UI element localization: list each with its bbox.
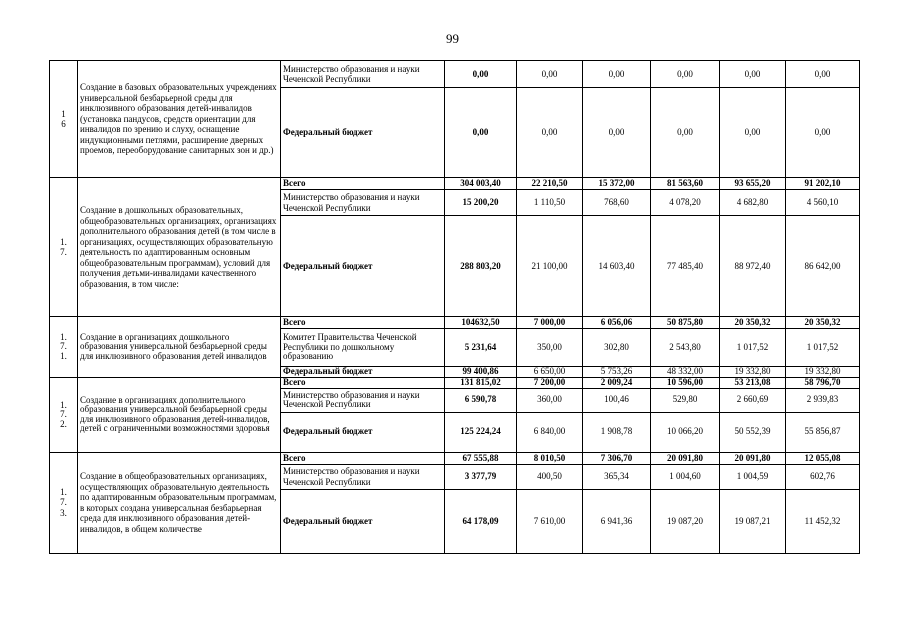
value-year: 0,00 bbox=[517, 61, 583, 88]
value-year: 7 200,00 bbox=[517, 378, 583, 389]
table-row bbox=[50, 178, 860, 190]
value-year: 1 004,60 bbox=[651, 464, 720, 489]
budget-table bbox=[49, 60, 860, 554]
value-year: 11 452,32 bbox=[786, 489, 860, 553]
value-year: 19 087,21 bbox=[720, 489, 786, 553]
funding-source: Министерство образования и науки Чеченской Республики bbox=[281, 464, 445, 489]
value-total: 131 815,02 bbox=[445, 378, 517, 389]
value-year: 1 017,52 bbox=[720, 329, 786, 367]
value-year: 7 000,00 bbox=[517, 317, 583, 329]
value-year: 2 939,83 bbox=[786, 388, 860, 412]
funding-source: Федеральный бюджет bbox=[281, 88, 445, 178]
value-year: 50 875,80 bbox=[651, 317, 720, 329]
value-year: 0,00 bbox=[786, 88, 860, 178]
value-year: 0,00 bbox=[651, 61, 720, 88]
table-row bbox=[50, 61, 860, 88]
value-year: 0,00 bbox=[517, 88, 583, 178]
row-index: 1. 7. 1. bbox=[50, 317, 78, 378]
value-year: 365,34 bbox=[583, 464, 651, 489]
value-year: 8 010,50 bbox=[517, 452, 583, 464]
activity-name: Создание в организациях дошкольного образования универсальной безбарьерной среды для инклюзивного образования детей инвалидов bbox=[78, 317, 281, 378]
value-year: 19 332,80 bbox=[786, 367, 860, 378]
row-index: 1. 7. 3. bbox=[50, 452, 78, 553]
value-year: 12 055,08 bbox=[786, 452, 860, 464]
value-year: 1 004,59 bbox=[720, 464, 786, 489]
value-year: 14 603,40 bbox=[583, 216, 651, 317]
value-total: 99 400,86 bbox=[445, 367, 517, 378]
value-year: 19 332,80 bbox=[720, 367, 786, 378]
value-year: 77 485,40 bbox=[651, 216, 720, 317]
value-year: 1 908,78 bbox=[583, 412, 651, 452]
value-year: 93 655,20 bbox=[720, 178, 786, 190]
value-year: 0,00 bbox=[583, 61, 651, 88]
value-year: 6 840,00 bbox=[517, 412, 583, 452]
value-year: 15 372,00 bbox=[583, 178, 651, 190]
funding-source: Федеральный бюджет bbox=[281, 412, 445, 452]
activity-name: Создание в общеобразовательных организациях, осуществляющих образовательную деятельность по адаптированным образовательным программам, в которых создана универсальная безбарьерная среда для инклюзивного образования детей-инвалидов, в общем количестве bbox=[78, 452, 281, 553]
value-total: 15 200,20 bbox=[445, 190, 517, 216]
value-year: 22 210,50 bbox=[517, 178, 583, 190]
value-total: 0,00 bbox=[445, 88, 517, 178]
value-year: 88 972,40 bbox=[720, 216, 786, 317]
value-year: 20 350,32 bbox=[720, 317, 786, 329]
funding-source: Министерство образования и науки Чеченской Республики bbox=[281, 61, 445, 88]
value-year: 20 091,80 bbox=[720, 452, 786, 464]
funding-source: Всего bbox=[281, 317, 445, 329]
value-total: 288 803,20 bbox=[445, 216, 517, 317]
value-year: 81 563,60 bbox=[651, 178, 720, 190]
value-year: 20 350,32 bbox=[786, 317, 860, 329]
table-row bbox=[50, 378, 860, 389]
page-number: 99 bbox=[446, 31, 459, 46]
funding-source: Министерство образования и науки Чеченской Республики bbox=[281, 388, 445, 412]
value-year: 91 202,10 bbox=[786, 178, 860, 190]
value-year: 768,60 bbox=[583, 190, 651, 216]
funding-source: Всего bbox=[281, 178, 445, 190]
value-year: 1 110,50 bbox=[517, 190, 583, 216]
value-year: 4 682,80 bbox=[720, 190, 786, 216]
activity-name: Создание в базовых образовательных учреждениях универсальной безбарьерной среды для инклюзивного образования детей-инвалидов (установка пандусов, средств ориентации для инвалидов по зрению и слуху, оснащение индукционными петлями, расширение дверных проемов, переоборудование санитарных зон и др.) bbox=[78, 61, 281, 178]
funding-source: Федеральный бюджет bbox=[281, 216, 445, 317]
table-row bbox=[50, 452, 860, 464]
value-year: 302,80 bbox=[583, 329, 651, 367]
value-total: 0,00 bbox=[445, 61, 517, 88]
value-year: 602,76 bbox=[786, 464, 860, 489]
value-year: 55 856,87 bbox=[786, 412, 860, 452]
value-year: 0,00 bbox=[651, 88, 720, 178]
value-total: 67 555,88 bbox=[445, 452, 517, 464]
value-year: 0,00 bbox=[720, 88, 786, 178]
value-year: 0,00 bbox=[786, 61, 860, 88]
value-total: 125 224,24 bbox=[445, 412, 517, 452]
value-year: 350,00 bbox=[517, 329, 583, 367]
value-total: 64 178,09 bbox=[445, 489, 517, 553]
value-total: 6 590,78 bbox=[445, 388, 517, 412]
value-year: 86 642,00 bbox=[786, 216, 860, 317]
value-year: 529,80 bbox=[651, 388, 720, 412]
value-year: 48 332,00 bbox=[651, 367, 720, 378]
value-year: 1 017,52 bbox=[786, 329, 860, 367]
funding-source: Федеральный бюджет bbox=[281, 367, 445, 378]
value-year: 10 596,00 bbox=[651, 378, 720, 389]
value-year: 19 087,20 bbox=[651, 489, 720, 553]
funding-source: Всего bbox=[281, 452, 445, 464]
value-total: 104632,50 bbox=[445, 317, 517, 329]
value-year: 0,00 bbox=[583, 88, 651, 178]
value-year: 2 660,69 bbox=[720, 388, 786, 412]
value-year: 20 091,80 bbox=[651, 452, 720, 464]
value-year: 50 552,39 bbox=[720, 412, 786, 452]
activity-name: Создание в организациях дополнительного образования универсальной безбарьерной среды для инклюзивного образования детей-инвалидов, детей с ограниченными возможностями здоровья bbox=[78, 378, 281, 453]
row-index: 1. 7. bbox=[50, 178, 78, 317]
value-year: 4 078,20 bbox=[651, 190, 720, 216]
value-year: 7 610,00 bbox=[517, 489, 583, 553]
value-year: 2 009,24 bbox=[583, 378, 651, 389]
funding-source: Комитет Правительства Чеченской Республики по дошкольному образованию bbox=[281, 329, 445, 367]
value-year: 0,00 bbox=[720, 61, 786, 88]
value-total: 5 231,64 bbox=[445, 329, 517, 367]
value-total: 3 377,79 bbox=[445, 464, 517, 489]
value-year: 53 213,08 bbox=[720, 378, 786, 389]
value-total: 304 003,40 bbox=[445, 178, 517, 190]
value-year: 10 066,20 bbox=[651, 412, 720, 452]
funding-source: Всего bbox=[281, 378, 445, 389]
value-year: 6 941,36 bbox=[583, 489, 651, 553]
value-year: 21 100,00 bbox=[517, 216, 583, 317]
funding-source: Федеральный бюджет bbox=[281, 489, 445, 553]
value-year: 5 753,26 bbox=[583, 367, 651, 378]
table-row bbox=[50, 317, 860, 329]
value-year: 58 796,70 bbox=[786, 378, 860, 389]
row-index: 1. 7. 2. bbox=[50, 378, 78, 453]
row-index: 1 6 bbox=[50, 61, 78, 178]
value-year: 2 543,80 bbox=[651, 329, 720, 367]
value-year: 7 306,70 bbox=[583, 452, 651, 464]
value-year: 400,50 bbox=[517, 464, 583, 489]
value-year: 360,00 bbox=[517, 388, 583, 412]
funding-source: Министерство образования и науки Чеченской Республики bbox=[281, 190, 445, 216]
value-year: 6 650,00 bbox=[517, 367, 583, 378]
activity-name: Создание в дошкольных образовательных, общеобразовательных организациях, организациях дополнительного образования детей (в том числе в организациях, осуществляющих образовательную деятельность по адаптированным основным общеобразовательным программам), условий для получения детьми-инвалидами качественного образования, в том числе: bbox=[78, 178, 281, 317]
value-year: 4 560,10 bbox=[786, 190, 860, 216]
value-year: 100,46 bbox=[583, 388, 651, 412]
value-year: 6 056,06 bbox=[583, 317, 651, 329]
